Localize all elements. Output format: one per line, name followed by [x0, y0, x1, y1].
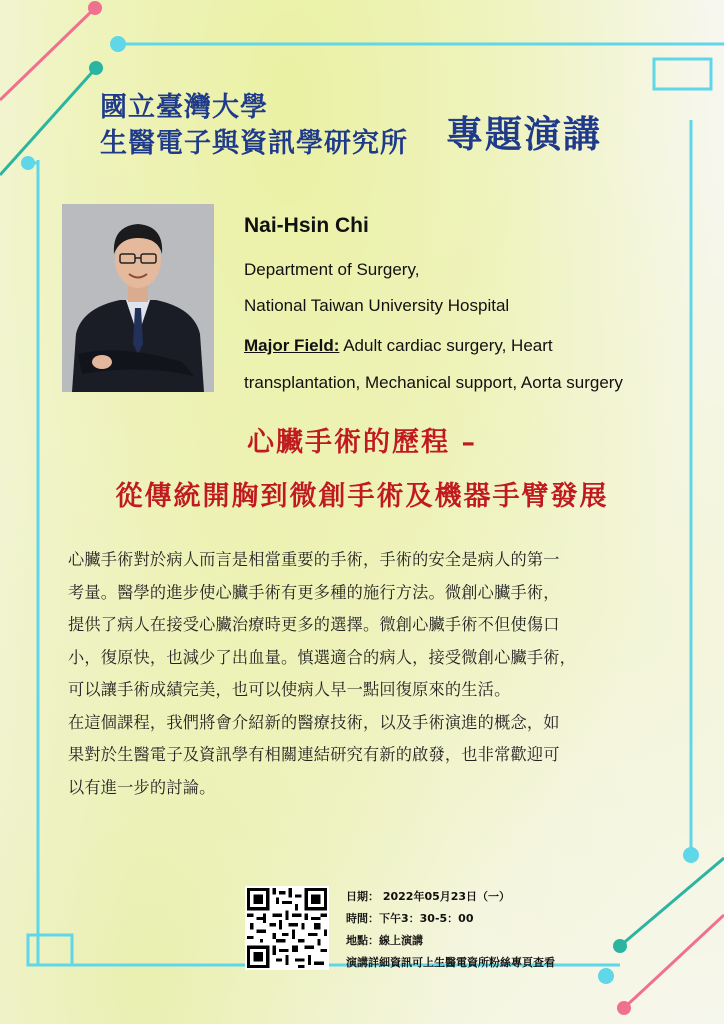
major-field-label: Major Field:: [244, 336, 340, 355]
institute-name: 生醫電子與資訊學研究所: [100, 128, 408, 159]
qr-code[interactable]: [245, 886, 329, 970]
abstract-line: 提供了病人在接受心臟治療時更多的選擇。微創心臟手術不但使傷口: [68, 615, 560, 634]
qr-code-icon: [247, 888, 327, 968]
abstract-line: 考量。醫學的進步使心臟手術有更多種的施行方法。微創心臟手術，: [68, 582, 560, 602]
abstract-line: 果對於生醫電子及資訊學有相關連結研究有新的啟發，也非常歡迎可: [68, 745, 560, 764]
speaker-name: Nai-Hsin Chi: [244, 214, 369, 237]
abstract-line: 心臟手術對於病人而言是相當重要的手術，手術的安全是病人的第一: [68, 550, 560, 569]
event-location: 地點：線上演講: [346, 934, 423, 947]
abstract-line: 可以讓手術成績完美，也可以使病人早一點回復原來的生活。: [68, 680, 511, 699]
speaker-photo: [62, 204, 214, 392]
abstract-line: 小，復原快，也減少了出血量。慎選適合的病人，接受微創心臟手術，: [68, 647, 577, 667]
event-time: 時間：下午3：30-5：00: [346, 912, 474, 925]
event-note: 演講詳細資訊可上生醫電資所粉絲專頁查看: [346, 956, 555, 969]
speaker-major-field: [244, 336, 553, 356]
talk-title-line1: 心臟手術的歷程 –: [247, 427, 477, 458]
speaker-portrait-icon: [62, 204, 214, 392]
header-institution: [100, 90, 408, 162]
major-field-text: Adult cardiac surgery, Heart: [339, 336, 553, 355]
speaker-major-field-cont: transplantation, Mechanical support, Aorta surgery: [244, 373, 623, 392]
university-name: 國立臺灣大學: [100, 92, 268, 123]
abstract-line: 以有進一步的討論。: [68, 777, 216, 797]
event-type-title: 專題演講: [446, 112, 602, 156]
abstract: [68, 544, 668, 804]
speaker-hospital: National Taiwan University Hospital: [244, 296, 510, 315]
abstract-line: 在這個課程，我們將會介紹新的醫療技術，以及手術演進的概念，如: [68, 712, 560, 732]
talk-title-line2: 從傳統開胸到微創手術及機器手臂發展: [115, 481, 609, 512]
speaker-department: Department of Surgery,: [244, 260, 420, 279]
event-date: 日期： 2022年05月23日（一）: [346, 890, 511, 903]
